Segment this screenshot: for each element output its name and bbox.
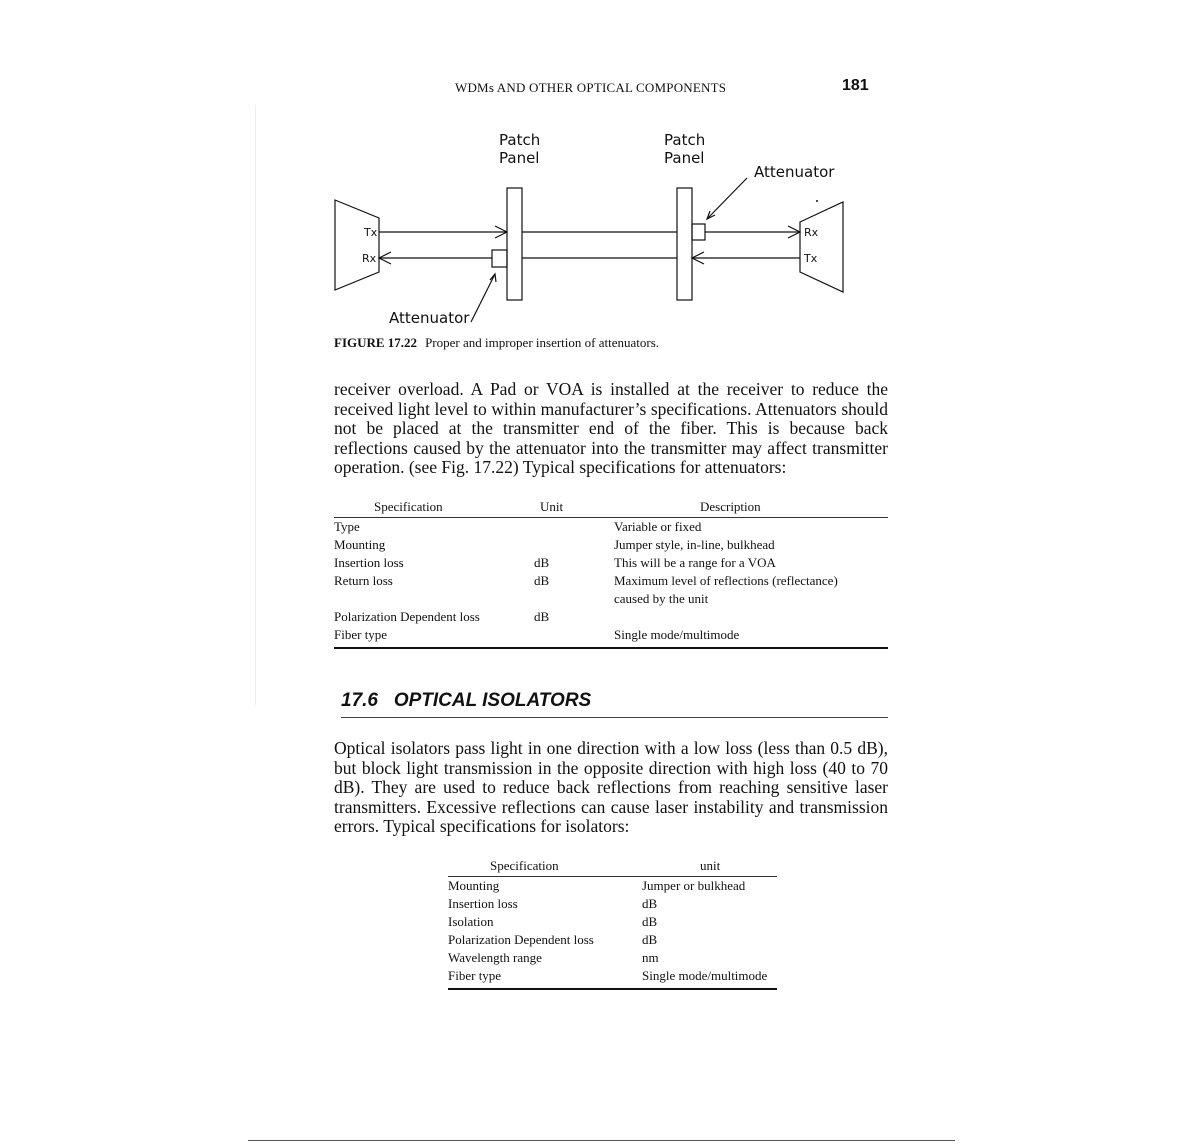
table-row: Mounting Jumper style, in-line, bulkhead (334, 537, 775, 552)
page-number: 181 (842, 77, 869, 94)
caption-text: Proper and improper insertion of attenuators. (425, 335, 659, 350)
svg-text:Attenuator: Attenuator (754, 163, 835, 181)
table-row: Fiber type Single mode/multimode (448, 967, 777, 989)
body-paragraph: Optical isolators pass light in one direction with a low loss (less than 0.5 dB), but block light transmission in the opposite direction with high loss (40 to 70 dB). They are used to reduce back reflections from reaching sensitive laser transmitters. Excessive reflections can cause laser instability and transmission errors. Typical specifications for isolators: (334, 738, 888, 837)
svg-text:Rx: Rx (804, 226, 819, 239)
attenuator-figure (330, 125, 890, 335)
table-row: Insertion loss dB This will be a range for a VOA (334, 555, 776, 570)
left-transceiver (335, 200, 379, 290)
left-patch-panel (507, 188, 522, 300)
table-row: Mounting Jumper or bulkhead (448, 878, 746, 893)
svg-text:Tx: Tx (804, 252, 818, 265)
section-heading (341, 690, 591, 712)
column-header: Unit (534, 498, 614, 518)
svg-text:Patch: Patch (499, 131, 541, 149)
body-paragraph: receiver overload. A Pad or VOA is installed at the receiver to reduce the received light level to within manufacturer’s specifications. Attenuators should not be placed at the transmitter end of the fiber. This is because back reflections caused by the attenuator into the transmitter may affect transmitter operation. (see Fig. 17.22) Typical specifications for attenuators: (334, 379, 888, 478)
right-transceiver (800, 202, 843, 292)
leader-line (707, 178, 747, 219)
leader-line (471, 274, 495, 322)
table-row: Polarization Dependent loss dB (334, 609, 550, 624)
svg-text:Panel: Panel (664, 149, 705, 167)
column-header: unit (642, 857, 777, 877)
svg-text:Attenuator: Attenuator (389, 309, 470, 327)
table-row: Insertion loss dB (448, 896, 658, 911)
running-head: WDMs AND OTHER OPTICAL COMPONENTS (455, 80, 727, 95)
svg-text:Rx: Rx (362, 252, 377, 265)
column-header: Description (614, 498, 888, 518)
svg-text:Tx: Tx (364, 226, 378, 239)
table-row: Type Variable or fixed (334, 519, 702, 534)
figure-caption (334, 335, 659, 351)
heading-rule (341, 717, 888, 718)
attenuator-spec-table (334, 498, 888, 649)
column-header: Specification (334, 498, 534, 518)
table-row: Wavelength range nm (448, 950, 659, 965)
section-number: 17.6 (341, 690, 378, 711)
right-patch-panel (677, 188, 692, 300)
table-row: Isolation dB (448, 914, 658, 929)
scan-margin-mark (255, 105, 256, 705)
table-row: Polarization Dependent loss dB (448, 932, 658, 947)
svg-text:Patch: Patch (664, 131, 706, 149)
table-row: Fiber type Single mode/multimode (334, 626, 888, 648)
isolator-spec-table (448, 857, 777, 990)
column-header: Specification (448, 857, 642, 877)
scan-edge-rule (248, 1140, 955, 1141)
right-attenuator (692, 224, 705, 240)
left-attenuator (492, 250, 507, 267)
caption-number: FIGURE 17.22 (334, 335, 418, 350)
table-row: Return loss dB Maximum level of reflections (reflectance) caused by the unit (334, 573, 838, 606)
section-title: OPTICAL ISOLATORS (393, 690, 592, 711)
svg-text:Panel: Panel (499, 149, 540, 167)
